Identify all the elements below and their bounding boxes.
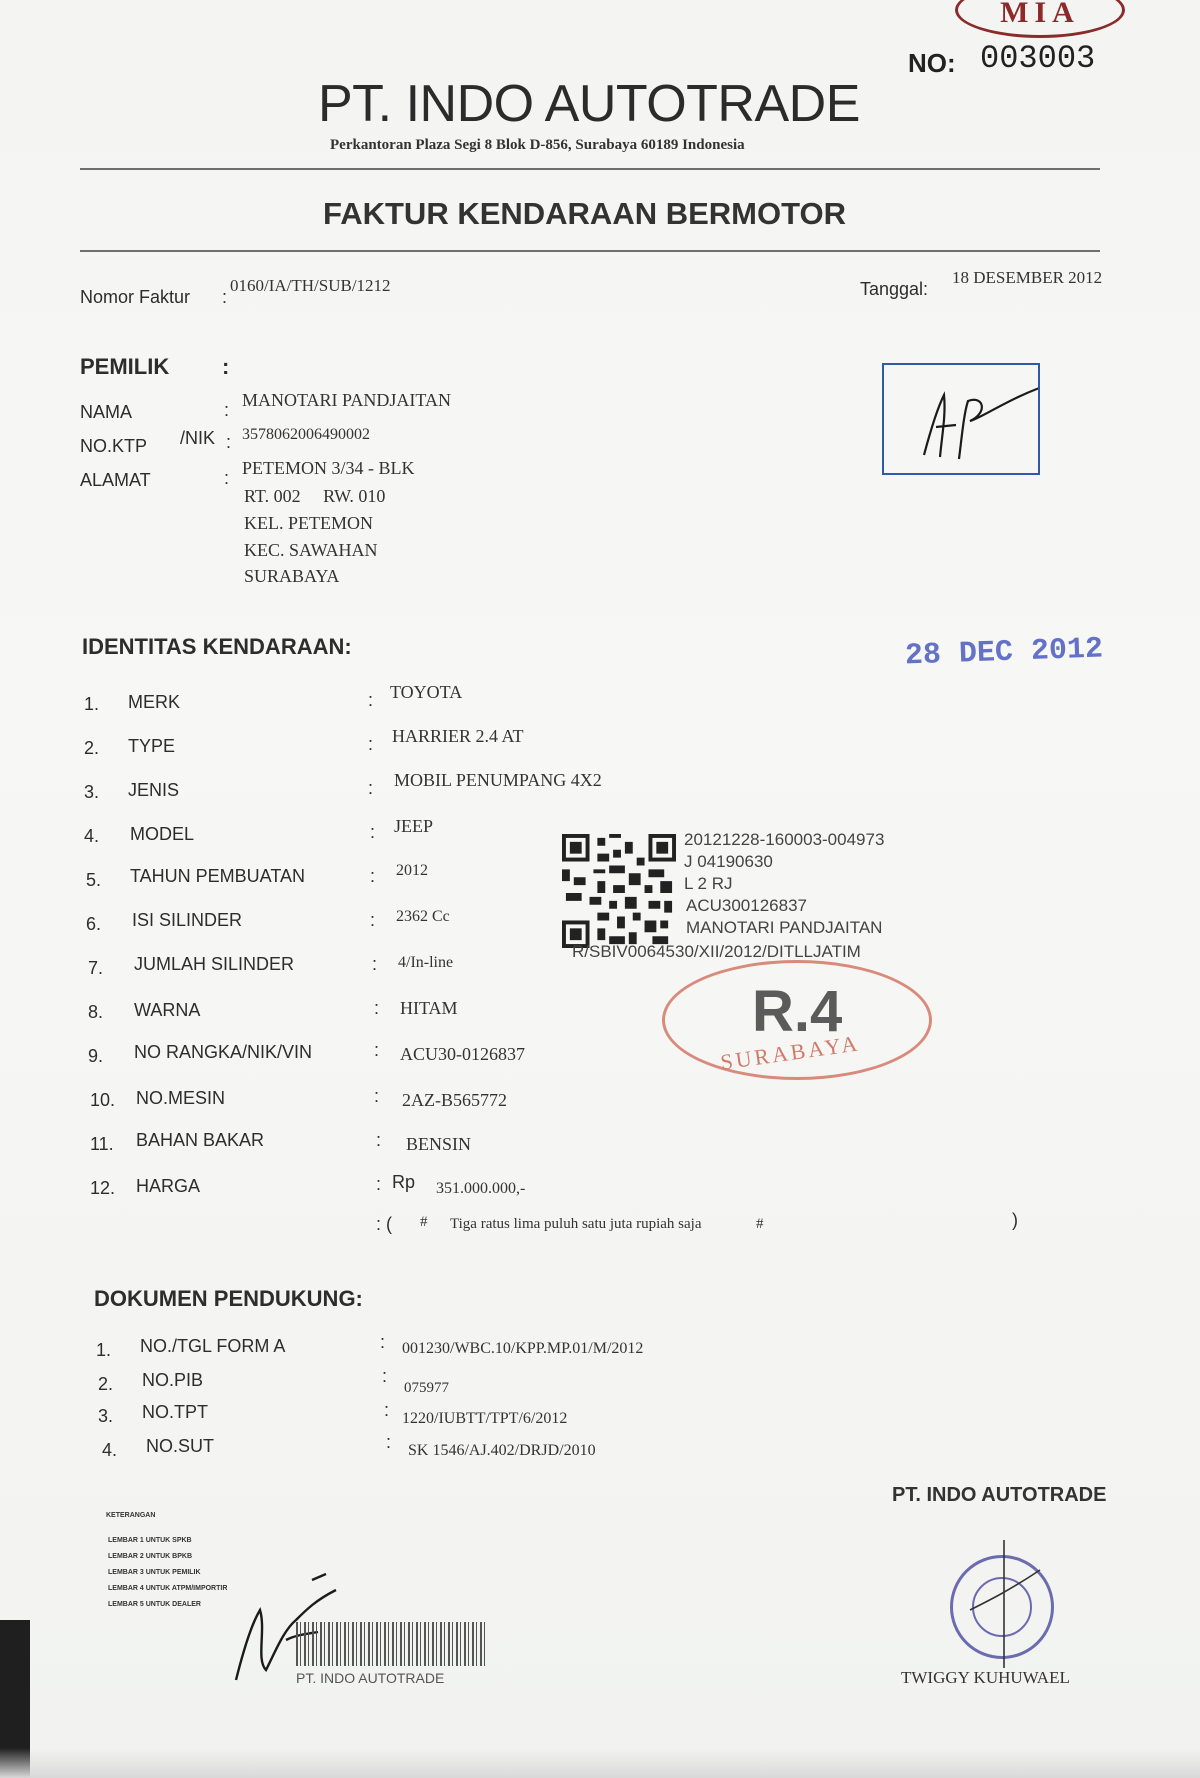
- owner-ktp-label: NO.KTP: [80, 436, 148, 456]
- vehicle-field-label: JENIS: [128, 780, 180, 800]
- row-number: 5.: [86, 870, 102, 890]
- colon: :: [368, 778, 374, 798]
- colon: :: [370, 910, 376, 930]
- colon: :: [370, 866, 376, 886]
- colon: :: [368, 734, 374, 754]
- owner-address-label: ALAMAT: [80, 470, 151, 490]
- hash-mark: #: [420, 1214, 428, 1230]
- mia-stamp: MIA: [955, 0, 1125, 38]
- vehicle-field-value: HITAM: [400, 998, 458, 1018]
- notes-heading: KETERANGAN: [106, 1512, 156, 1519]
- vehicle-field-label: MODEL: [130, 824, 195, 844]
- document-number-label: NO:: [908, 48, 956, 78]
- row-number: 12.: [90, 1178, 116, 1198]
- owner-ktp: 3578062006490002: [242, 426, 370, 443]
- currency-label: Rp: [392, 1172, 416, 1192]
- colon: :: [374, 998, 380, 1018]
- vehicle-field-value: 4/In-line: [398, 954, 454, 971]
- registration-line: R/SBIV0064530/XII/2012/DITLLJATIM: [572, 942, 861, 961]
- colon: :: [222, 287, 228, 307]
- header-divider: [80, 168, 1100, 170]
- invoice-date: 18 DESEMBER 2012: [952, 268, 1103, 287]
- vehicle-field-label: WARNA: [134, 1000, 201, 1020]
- document-number: 003003: [980, 40, 1096, 77]
- hash-mark: #: [756, 1216, 764, 1232]
- document-field-value: 1220/IUBTT/TPT/6/2012: [402, 1410, 568, 1427]
- vehicle-field-value: 2362 Cc: [396, 908, 450, 925]
- notes-item: LEMBAR 2 UNTUK BPKB: [108, 1553, 192, 1560]
- invoice-number: 0160/IA/TH/SUB/1212: [230, 276, 391, 295]
- vehicle-field-label: HARGA: [136, 1176, 201, 1196]
- registration-line: J 04190630: [684, 852, 773, 871]
- company-address: Perkantoran Plaza Segi 8 Blok D-856, Surabaya 60189 Indonesia: [330, 137, 745, 153]
- owner-nik-label: /NIK: [180, 428, 216, 448]
- row-number: 8.: [88, 1002, 104, 1022]
- handwritten-initials: [884, 365, 1038, 473]
- vehicle-field-label: BAHAN BAKAR: [136, 1130, 265, 1150]
- barcode-caption: PT. INDO AUTOTRADE: [296, 1670, 445, 1686]
- notes-item: LEMBAR 1 UNTUK SPKB: [108, 1537, 192, 1544]
- vehicle-field-value: 2AZ-B565772: [402, 1090, 507, 1110]
- colon: :: [370, 822, 376, 842]
- vehicle-field-label: ISI SILINDER: [132, 910, 243, 930]
- barcode: [296, 1622, 486, 1666]
- document-field-value: 075977: [404, 1380, 449, 1396]
- registration-line: ACU300126837: [686, 896, 807, 915]
- row-number: 10.: [90, 1090, 116, 1110]
- stamp-city: SURABAYA: [718, 1030, 862, 1075]
- vehicle-field-value: HARRIER 2.4 AT: [392, 726, 524, 746]
- document-field-label: NO.PIB: [142, 1370, 204, 1390]
- registration-line: L 2 RJ: [684, 874, 733, 893]
- row-number: 3.: [98, 1406, 114, 1426]
- signatory-signature: [960, 1540, 1050, 1670]
- colon: :: [372, 954, 378, 974]
- colon: :: [368, 690, 374, 710]
- row-number: 4.: [84, 826, 100, 846]
- vehicle-field-value: JEEP: [394, 816, 434, 836]
- signatory-name: TWIGGY KUHUWAEL: [901, 1668, 1070, 1687]
- owner-address-line: KEC. SAWAHAN: [244, 540, 378, 560]
- company-name: PT. INDO AUTOTRADE: [318, 75, 860, 133]
- vehicle-field-value: TOYOTA: [390, 682, 463, 702]
- notes-item: LEMBAR 4 UNTUK ATPM/IMPORTIR: [108, 1585, 228, 1592]
- scan-edge: [0, 1748, 1200, 1778]
- price-in-words: Tiga ratus lima puluh satu juta rupiah saja: [450, 1216, 702, 1232]
- signatory-company: PT. INDO AUTOTRADE: [892, 1484, 1107, 1506]
- date-label: Tanggal:: [860, 279, 929, 299]
- colon: :: [382, 1366, 388, 1386]
- owner-address-line: KEL. PETEMON: [244, 513, 373, 533]
- vehicle-field-label: MERK: [128, 692, 181, 712]
- title-divider: [80, 250, 1100, 252]
- row-number: 2.: [98, 1374, 114, 1394]
- terbilang-close: ): [1012, 1210, 1018, 1230]
- vehicle-heading: IDENTITAS KENDARAAN:: [82, 634, 352, 659]
- row-number: 2.: [84, 738, 100, 758]
- owner-name-label: NAMA: [80, 402, 133, 422]
- row-number: 6.: [86, 914, 102, 934]
- vehicle-field-label: JUMLAH SILINDER: [134, 954, 295, 974]
- vehicle-field-label: NO.MESIN: [136, 1088, 226, 1108]
- colon: :: [374, 1040, 380, 1060]
- vehicle-field-value: BENSIN: [406, 1134, 472, 1154]
- owner-name: MANOTARI PANDJAITAN: [242, 390, 451, 410]
- row-number: 11.: [90, 1134, 114, 1154]
- signature-box: [882, 363, 1040, 475]
- vehicle-field-label: TYPE: [128, 736, 176, 756]
- price-value: 351.000.000,-: [436, 1180, 526, 1197]
- notes-item: LEMBAR 3 UNTUK PEMILIK: [108, 1569, 201, 1576]
- row-number: 4.: [102, 1440, 118, 1460]
- date-stamp: 28 DEC 2012: [904, 632, 1104, 674]
- notes-item: LEMBAR 5 UNTUK DEALER: [108, 1601, 201, 1608]
- colon: :: [386, 1432, 392, 1452]
- invoice-number-label: Nomor Faktur: [80, 287, 191, 307]
- row-number: 1.: [96, 1340, 112, 1360]
- owner-address-line: SURABAYA: [244, 566, 340, 586]
- colon: :: [376, 1174, 382, 1194]
- owner-address-line: RT. 002 RW. 010: [244, 486, 386, 506]
- colon: :: [226, 432, 232, 452]
- terbilang-open: : (: [376, 1214, 392, 1234]
- region-code: R.4: [752, 979, 843, 1044]
- document-field-value: SK 1546/AJ.402/DRJD/2010: [408, 1442, 596, 1459]
- colon: :: [222, 354, 230, 379]
- colon: :: [376, 1130, 382, 1150]
- row-number: 7.: [88, 958, 104, 978]
- colon: :: [380, 1332, 386, 1352]
- row-number: 3.: [84, 782, 100, 802]
- row-number: 9.: [88, 1046, 104, 1066]
- registration-line: MANOTARI PANDJAITAN: [686, 918, 883, 937]
- vehicle-field-value: ACU30-0126837: [400, 1044, 525, 1064]
- colon: :: [384, 1400, 390, 1420]
- registration-line: 20121228-160003-004973: [684, 830, 885, 849]
- document-field-label: NO.TPT: [142, 1402, 208, 1422]
- colon: :: [224, 400, 230, 420]
- row-number: 1.: [84, 694, 100, 714]
- owner-address-line: PETEMON 3/34 - BLK: [242, 458, 415, 478]
- qr-code: [562, 834, 676, 948]
- vehicle-field-label: NO RANGKA/NIK/VIN: [134, 1042, 313, 1062]
- colon: :: [224, 468, 230, 488]
- colon: :: [374, 1086, 380, 1106]
- vehicle-field-value: MOBIL PENUMPANG 4X2: [394, 770, 602, 790]
- document-title: FAKTUR KENDARAAN BERMOTOR: [323, 196, 846, 231]
- document-field-label: NO./TGL FORM A: [140, 1336, 286, 1356]
- owner-heading: PEMILIK: [80, 354, 170, 379]
- vehicle-field-value: 2012: [396, 862, 428, 879]
- document-field-label: NO.SUT: [146, 1436, 215, 1456]
- document-field-value: 001230/WBC.10/KPP.MP.01/M/2012: [402, 1340, 644, 1357]
- documents-heading: DOKUMEN PENDUKUNG:: [94, 1286, 363, 1311]
- vehicle-field-label: TAHUN PEMBUATAN: [130, 866, 306, 886]
